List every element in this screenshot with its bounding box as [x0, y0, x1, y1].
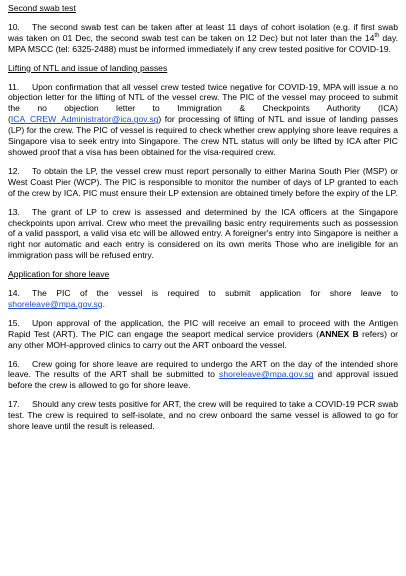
- paragraph-text: day. MPA MSCC (tel: 6325-2488) must be informed immediately if any crew tested positive for COVID-19.: [8, 32, 398, 54]
- paragraph-number: 15.: [8, 317, 20, 328]
- paragraph-text: Upon confirmation that all vessel crew tested twice negative for COVID-19, MPA will issue a no objection letter for the lifting of NTL of the vessel crew. The PIC of the vessel may proceed to submit the no objection letter to Immigration & Checkpoints Authority (ICA) (: [8, 81, 398, 125]
- paragraph-number: 10.: [8, 21, 20, 32]
- paragraph-text: Crew going for shore leave are required to undergo the ART on the day of the intended shore leave. The results of the ART shall be submitted to: [8, 358, 398, 380]
- paragraph-text: The grant of LP to crew is assessed and determined by the ICA officers at the Singapore checkpoints upon arrival. Crew who meet the prevailing basic entry requirements such as possession of a valid passport, a valid visa etc will be allowed entry. A foreigner's entry into Singapore is neither a right nor automatic and each entry is considered on its own merits Those who are ineligible for an immigration pass will be refused entry.: [8, 206, 398, 261]
- paragraph-15: [8, 318, 398, 351]
- paragraph-10: [8, 22, 398, 55]
- paragraph-text: .: [102, 298, 105, 309]
- section-heading-lifting-ntl: Lifting of NTL and issue of landing passes: [8, 62, 168, 73]
- paragraph-14: [8, 288, 398, 310]
- paragraph-text: Should any crew tests positive for ART, the crew will be required to take a COVID-19 PCR swab test. The crew is required to self-isolate, and no crew onboard the same vessel is allowed to go for shore leave until the result is released.: [8, 399, 398, 432]
- paragraph-text: Upon approval of the application, the PIC will receive an email to proceed with the Antigen Rapid Test (ART). The PIC can engage the seaport medical service providers (: [8, 317, 398, 339]
- section-heading-second-swab-test: Second swab test: [8, 3, 76, 13]
- paragraph-17: [8, 399, 398, 432]
- ordinal-suffix: th: [374, 32, 380, 39]
- paragraph-number: 17.: [8, 399, 20, 410]
- ica-email-link[interactable]: ICA_CREW_Administrator@ica.gov.sg: [10, 114, 159, 125]
- paragraph-12: [8, 166, 398, 199]
- paragraph-text: refers) or any other MOH-approved clinics to carry out the ART onboard the vessel.: [8, 328, 399, 350]
- paragraph-13: [8, 207, 398, 262]
- shoreleave-email-link[interactable]: shoreleave@mpa.gov.sg: [219, 369, 314, 380]
- paragraph-number: 13.: [8, 206, 20, 217]
- paragraph-16: [8, 359, 398, 392]
- section-heading-shore-leave: Application for shore leave: [8, 269, 110, 280]
- paragraph-text: The PIC of the vessel is required to submit application for shore leave to: [32, 288, 398, 299]
- paragraph-text: To obtain the LP, the vessel crew must report personally to either Marina South Pier (MSP) or West Coast Pier (WCP). The PIC is responsible to monitor the number of days of LP granted to each of the crew by ICA. PIC must ensure their LP extension are obtained timely before the expiry of the LP.: [8, 165, 398, 198]
- paragraph-text: ) for processing of lifting of NTL and issue of landing passes (LP) for the crew. The PIC of vessel is required to check whether crew applying shore leave requires a Singapore visa to seek entry into Singapore. The crew NTL status will only be lifted by ICA after PIC showed proof that a visa has been obtained for the visa-required crew.: [8, 114, 398, 157]
- paragraph-number: 14.: [8, 288, 20, 299]
- annex-reference: ANNEX B: [319, 328, 359, 339]
- paragraph-11: [8, 82, 398, 158]
- paragraph-number: 16.: [8, 358, 20, 369]
- paragraph-text: and approval issued before the crew is allowed to go for shore leave.: [8, 369, 399, 391]
- shoreleave-email-link[interactable]: shoreleave@mpa.gov.sg: [8, 298, 103, 309]
- paragraph-number: 11.: [8, 81, 20, 92]
- paragraph-number: 12.: [8, 165, 20, 176]
- paragraph-text: The second swab test can be taken after at least 11 days of cohort isolation (e.g. if first swab was taken on 01 Dec, the second swab test can be taken on 12 Dec) but not later than the 14: [8, 21, 398, 43]
